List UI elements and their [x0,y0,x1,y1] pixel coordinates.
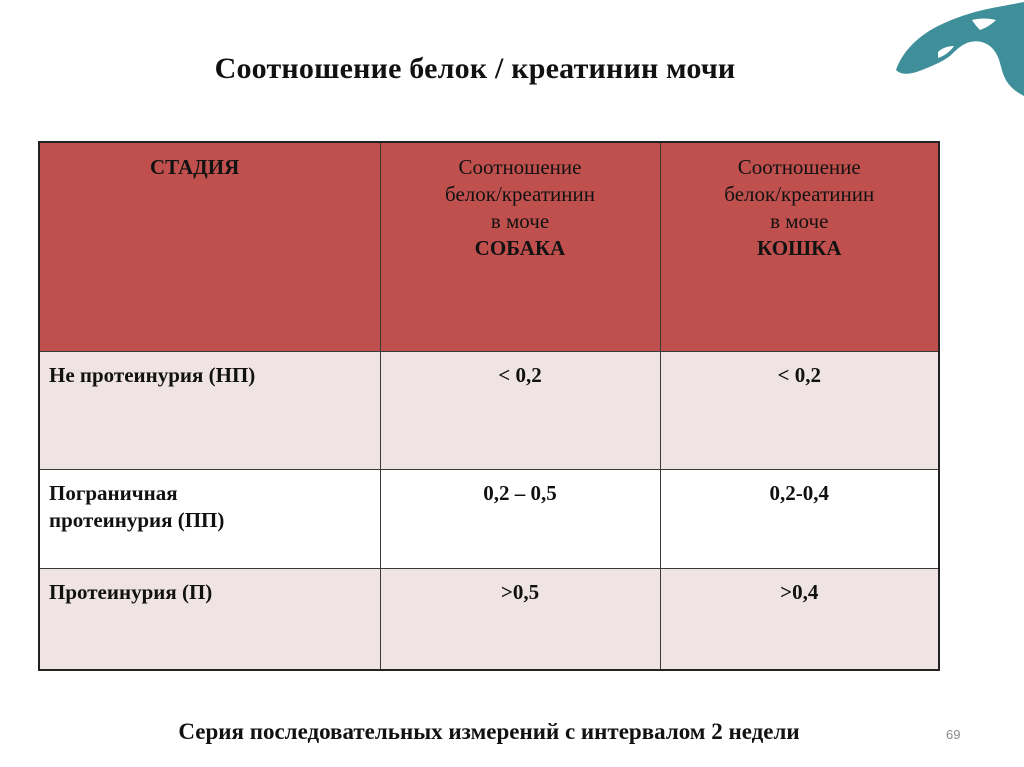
dog-value-cell: >0,5 [380,569,660,671]
header-dog-line: Соотношение [458,155,582,179]
table-header-row [39,142,939,352]
dog-value-cell: 0,2 – 0,5 [380,470,660,569]
header-cat [660,142,939,352]
stage-line: протеинурия (ПП) [49,508,225,532]
header-cat-species: КОШКА [757,236,842,260]
slide-title: Соотношение белок / креатинин мочи [214,52,736,85]
cat-value-cell: < 0,2 [660,352,939,470]
header-cat-line: Соотношение [737,155,861,179]
header-dog-species: СОБАКА [474,236,566,260]
stage-cell [39,470,380,569]
table-row [39,352,939,470]
header-cat-line: в моче [770,209,829,233]
header-dog-line: белок/креатинин [445,182,595,206]
page-number: 69 [946,727,961,742]
header-stage-label: СТАДИЯ [150,155,240,179]
stage-cell [39,352,380,470]
cat-value-cell: 0,2-0,4 [660,470,939,569]
table-row [39,470,939,569]
dog-value-cell: < 0,2 [380,352,660,470]
stage-line: Не протеинурия (НП) [49,363,256,387]
cat-value-cell: >0,4 [660,569,939,671]
footer-note: Серия последовательных измерений с интервалом 2 недели [178,719,800,744]
table-row [39,569,939,671]
header-dog-line: в моче [490,209,550,233]
header-cat-line: белок/креатинин [724,182,875,206]
horse-head-icon [888,0,1024,104]
header-dog [380,142,660,352]
stage-line: Протеинурия (П) [49,580,213,604]
stage-cell [39,569,380,671]
header-stage [39,142,380,352]
stage-line: Пограничная [49,481,178,505]
protein-creatinine-table [38,141,940,671]
